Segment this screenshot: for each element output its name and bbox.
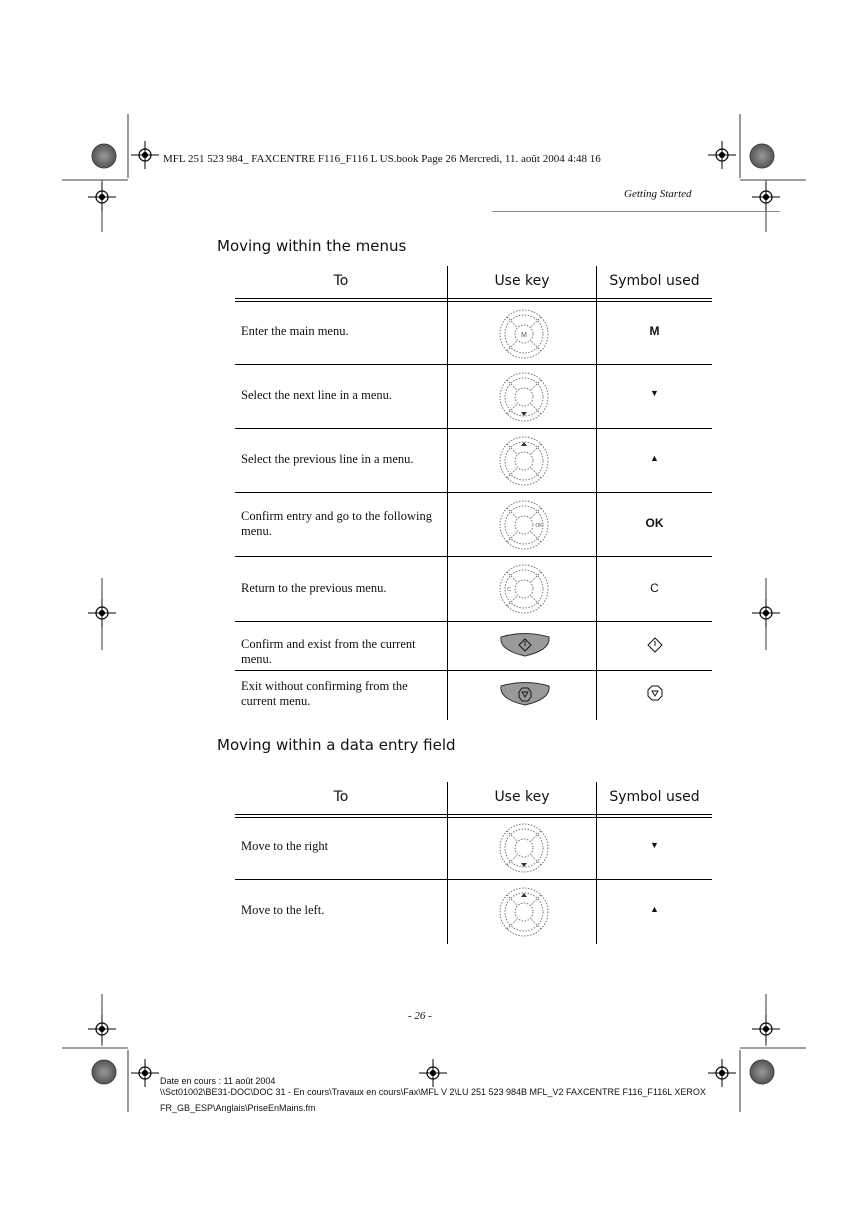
table-row-text: Confirm and exist from the current menu.	[241, 637, 416, 666]
section-title: Moving within the menus	[217, 237, 407, 255]
table-rule	[235, 879, 712, 880]
table-rule	[235, 364, 712, 365]
column-header-use-key: Use key	[494, 273, 550, 289]
symbol-ok: OK	[645, 516, 664, 530]
table-divider	[447, 782, 448, 944]
table-rule	[235, 492, 712, 493]
table-row-text: Select the next line in a menu.	[241, 388, 392, 402]
table-rule	[235, 556, 712, 557]
svg-text:OK: OK	[535, 523, 543, 529]
book-info-line: MFL 251 523 984_ FAXCENTRE F116_F116 L US.book Page 26 Mercredi, 11. août 2004 4:48 16	[163, 153, 601, 165]
symbol-c: C	[650, 581, 659, 595]
navigator-down-key-icon	[497, 821, 551, 875]
symbol-up-arrow: ▲	[650, 453, 659, 463]
table-row-text: Confirm entry and go to the following menu.	[241, 509, 432, 538]
footer-file: FR_GB_ESP\Anglais\PriseEnMains.fm	[160, 1103, 316, 1113]
table-rule	[235, 814, 712, 815]
table-divider	[447, 266, 448, 720]
navigator-down-key-icon	[497, 370, 551, 424]
table-row-text: Move to the right	[241, 839, 329, 853]
table-row-text: Exit without confirming from the current menu.	[241, 679, 408, 708]
table-rule	[235, 301, 712, 302]
table-rule	[235, 621, 712, 622]
table-rule	[235, 298, 712, 299]
stop-key-icon	[499, 681, 551, 707]
symbol-up-arrow: ▲	[650, 904, 659, 914]
navigator-ok-key-icon	[497, 498, 551, 552]
header-rule	[492, 211, 780, 212]
start-symbol-icon	[647, 637, 663, 653]
footer-path: \\Sct01002\BE31-DOC\DOC 31 - En cours\Travaux en cours\Fax\MFL V 2\LU 251 523 984B MFL_V2 FAXCENTRE F116_F116L XEROX	[160, 1087, 706, 1097]
column-header-to: To	[333, 273, 349, 289]
start-key-icon	[499, 632, 551, 658]
symbol-down-arrow: ▼	[650, 840, 659, 850]
footer-date: Date en cours : 11 août 2004	[160, 1076, 276, 1086]
chapter-title: Getting Started	[624, 188, 692, 200]
symbol-down-arrow: ▼	[650, 388, 659, 398]
svg-text:M: M	[521, 332, 527, 339]
column-header-to: To	[333, 789, 349, 805]
symbol-m: M	[649, 324, 660, 338]
column-header-symbol: Symbol used	[609, 273, 700, 289]
page-number: - 26 -	[408, 1010, 432, 1022]
table-row-text: Enter the main menu.	[241, 324, 349, 338]
table-divider	[596, 782, 597, 944]
table-rule	[235, 428, 712, 429]
stop-symbol-icon	[647, 685, 663, 701]
table-row-text: Return to the previous menu.	[241, 581, 387, 595]
table-row-text: Select the previous line in a menu.	[241, 452, 414, 466]
table-rule	[235, 670, 712, 671]
table-rule	[235, 817, 712, 818]
navigator-up-key-icon	[497, 885, 551, 939]
svg-text:C: C	[507, 587, 511, 593]
section-title: Moving within a data entry field	[217, 736, 456, 754]
column-header-use-key: Use key	[494, 789, 550, 805]
navigator-up-key-icon	[497, 434, 551, 488]
table-row-text: Move to the left.	[241, 903, 325, 917]
navigator-m-key-icon	[497, 307, 551, 361]
column-header-symbol: Symbol used	[609, 789, 700, 805]
navigator-c-key-icon	[497, 562, 551, 616]
